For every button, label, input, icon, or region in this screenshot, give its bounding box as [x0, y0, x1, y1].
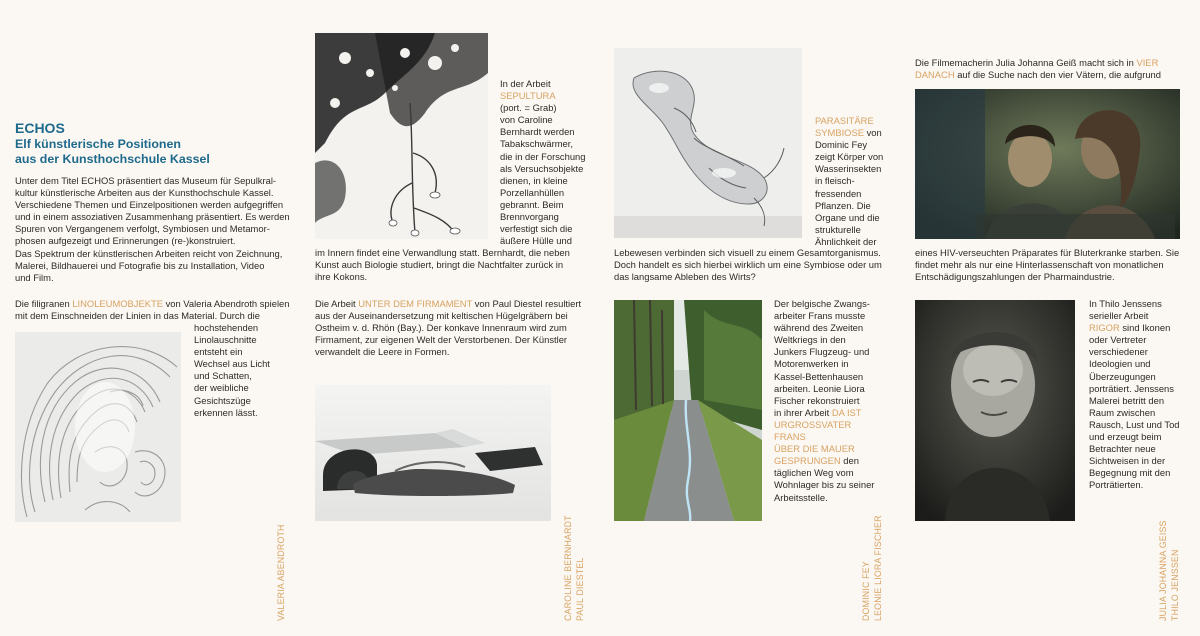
frans-side-text [774, 298, 884, 504]
vier-pre: Die Filmemacherin Julia Johanna Geiß macht sich in [915, 57, 1137, 68]
sepultura-highlight: SEPULTURA [500, 90, 556, 102]
page-subtitle [15, 137, 210, 167]
artist-label-caroline-bernhardt: CAROLINE BERNHARDT [563, 515, 573, 621]
vier-post: auf die Suche nach den vier Vätern, die aufgrund [954, 69, 1161, 81]
lino-post: von Valeria Abendroth spielen mit dem Einschneiden der Linien in das Material. Durch die [15, 298, 290, 322]
frans-post: den täglichen Weg vom Wohnlager bis zu seiner Arbeitsstelle. [774, 455, 875, 503]
artist-label-julia-johanna-geiss: JULIA JOHANNA GEISS [1158, 520, 1168, 621]
symbiosis-post: von Dominic Fey zeigt Körper von Wasserinsekten in fleisch- fressenden Pflanzen. Die Organe und die strukturelle Ähnlichkeit der [815, 127, 884, 247]
sepultura-continuation: im Innern findet eine Verwandlung statt. Bernhardt, die neben Kunst auch Biologie studiert, bringt die Nachtfalter zurück in ihre Kokons. [315, 247, 570, 283]
frans-pre: Der belgische Zwangs- arbeiter Frans musste während des Zweiten Weltkriegs in den Junkers Flugzeug- und Motorenwerken in Kassel-Bettenhausen arbeiten. Leonie Liora Fischer rekonstruiert in ihrer Arbeit [774, 298, 870, 418]
artist-label-paul-diestel: PAUL DIESTEL [575, 557, 585, 621]
path-photo-image [614, 300, 762, 521]
intro-paragraph: Unter dem Titel ECHOS präsentiert das Museum für Sepulkral- kultur künstlerische Arbeiten aus der Kunsthochschule Kassel. Verschiedene Themen und Einzelpositionen werden aufgegriffen und in einem assoziativen Zusammenhang präsentiert. Es werden Spuren von Vergangenem verfolgt, Symbiosen und Metamor- phosen aufgezeigt und Erinnerungen (re-)konstruiert. Das Spektrum der künstlerischen Arbeiten reicht von Zeichnung, Malerei, Bildhauerei und Fotografie bis zu Installation, Video und Film. [15, 175, 290, 283]
rigor-post: sind Ikonen oder Vertreter verschiedener Ideologien und Überzeugungen porträtiert. Jenssens Malerei betritt den Raum zwischen Rausch, Lust und Tod und erzeugt beim Betrachter neue Sichtweisen in der Begegnung mit den Porträtierten. [1089, 322, 1180, 491]
rigor-pre: In Thilo Jenssens serieller Arbeit [1089, 298, 1162, 322]
firmament-post: von Paul Diestel resultiert aus der Auseinandersetzung mit keltischen Hügelgräbern bei Ostheim v. d. Rhön (Bay.). Der konkave Innenraum wird zum Firmament, zur eigenen Welt der Verstorbenen. Der Künstler verwandelt die Leere in Formen. [315, 298, 582, 358]
film-still-image [915, 89, 1180, 239]
sepultura-post: (port. = Grab) von Caroline Bernhardt werden Tabakschwärmer, die in der Forschung als Versuchsobjekte dienen, in kleine Porzellanhüllen gebrannt. Beim Brennvorgang verfestigt sich die äußere Hülle und [500, 102, 586, 247]
rigor-portrait-image [915, 300, 1075, 521]
symbiosis-side-text [815, 115, 915, 248]
artist-label-thilo-jenssen: THILO JENSSEN [1170, 549, 1180, 621]
rigor-side-text [1089, 298, 1189, 492]
firmament-paragraph [315, 298, 605, 358]
lino-side-text: hochstehenden Linolauschnitte entsteht ein Wechsel aus Licht und Schatten, der weibliche Gesichtszüge erkennen lässt. [194, 322, 270, 418]
lino-pre: Die filigranen [15, 298, 73, 309]
firmament-pre: Die Arbeit [315, 298, 359, 309]
danach-highlight: DANACH [915, 69, 955, 81]
symbiosis-continuation: Lebewesen verbinden sich visuell zu einem Gesamtorganismus. Doch handelt es sich hierbei wirklich um eine Symbiose oder um das langsame Ableben des Wirts? [614, 247, 882, 283]
sepultura-pre: In der Arbeit [500, 78, 551, 89]
linoleum-sculpture-image [15, 332, 181, 522]
parasitic-symbiosis-image [614, 48, 802, 238]
artist-label-dominic-fey: DOMINIC FEY [861, 561, 871, 621]
vier-continuation: eines HIV-verseuchten Präparates für Bluterkranke starben. Sie findet mehr als nur eine Hinterlassenschaft von monatlichen Entschädigungszahlungen der Pharmaindustrie. [915, 247, 1180, 283]
subtitle-line-2: aus der Kunsthochschule Kassel [15, 152, 210, 166]
sepultura-drawing-image [315, 33, 488, 239]
rigor-highlight: RIGOR [1089, 322, 1120, 334]
artist-label-valeria-abendroth: VALERIA ABENDROTH [276, 524, 286, 621]
sepultura-side-text [500, 78, 600, 247]
symbiosis-highlight: PARASITÄRE SYMBIOSE [815, 115, 874, 139]
lino-highlight: LINOLEUMOBJEKTE [72, 298, 163, 309]
vier-highlight: VIER [1136, 57, 1159, 68]
frans-highlight: DA IST URGROSSVATER FRANS ÜBER DIE MAUER GESPRUNGEN [774, 406, 862, 467]
subtitle-line-1: Elf künstlerische Positionen [15, 137, 181, 151]
firmament-sculpture-image [315, 385, 551, 521]
vier-danach-intro [915, 57, 1177, 81]
lino-paragraph [15, 298, 305, 322]
page-title: ECHOS [15, 120, 65, 136]
artist-label-leonie-liora-fischer: LEONIE LIORA FISCHER [873, 515, 883, 621]
firmament-highlight: UNTER DEM FIRMAMENT [358, 298, 473, 309]
